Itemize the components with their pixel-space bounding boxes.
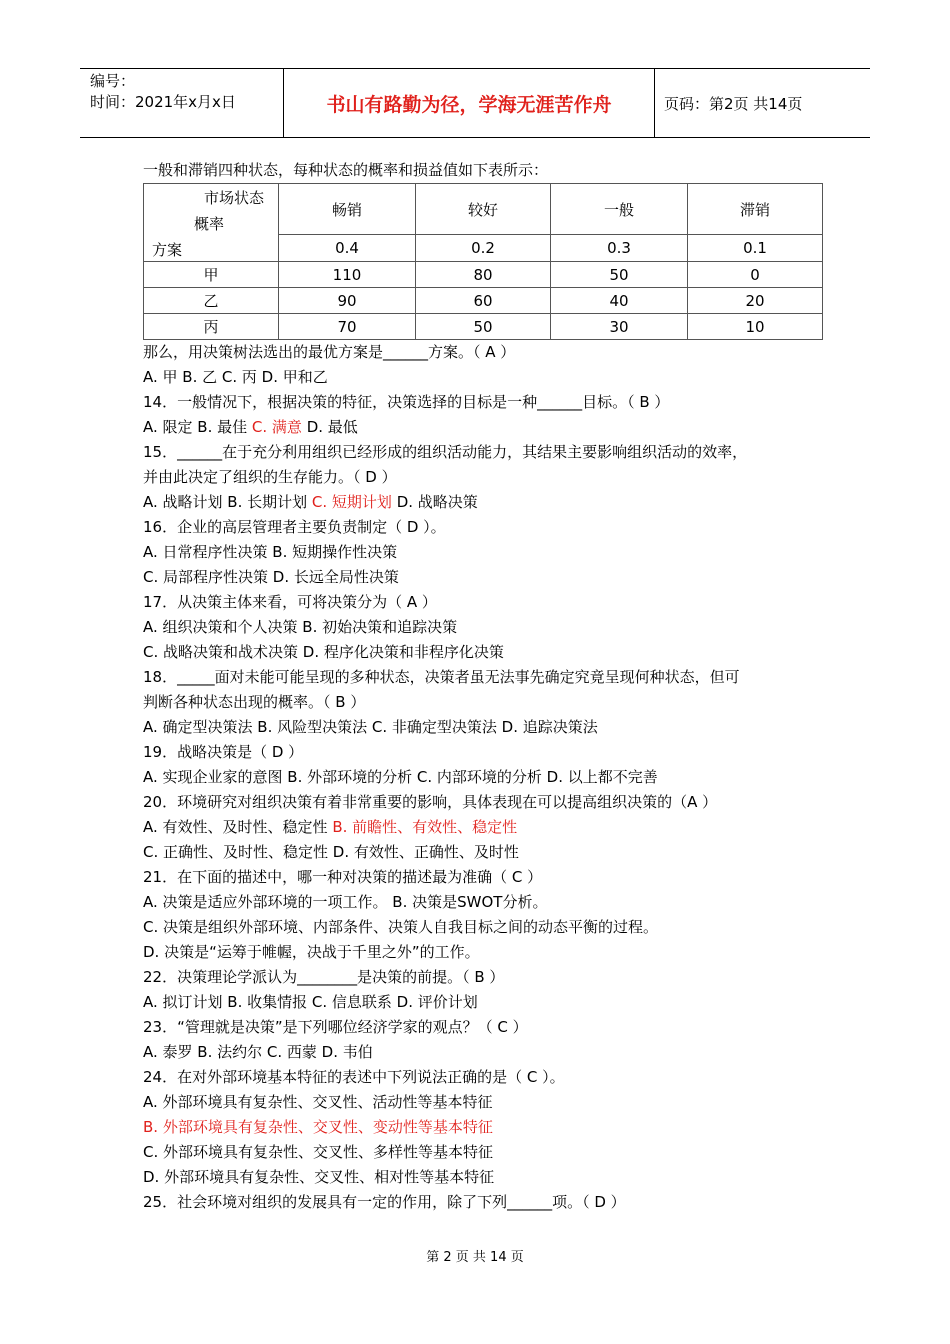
text-line: A. 战略计划 B. 长期计划 C. 短期计划 D. 战略决策 xyxy=(143,493,478,511)
text-line: D. 外部环境具有复杂性、交叉性、相对性等基本特征 xyxy=(143,1168,495,1186)
column-header: 一般 xyxy=(551,184,688,235)
highlighted-option: C. 短期计划 xyxy=(311,493,392,511)
corner-label-state: 市场状态 xyxy=(204,188,265,207)
number-label: 编号： xyxy=(90,72,136,90)
text-line: 14．一般情况下，根据决策的特征，决策选择的目标是一种______目标。（ B ） xyxy=(143,393,670,411)
page-header xyxy=(80,68,870,138)
text-line: A. 组织决策和个人决策 B. 初始决策和追踪决策 xyxy=(143,618,458,636)
time-label: 时间：2021年x月x日 xyxy=(90,93,236,111)
text-line: 16．企业的高层管理者主要负责制定（ D ）。 xyxy=(143,518,446,536)
column-header: 畅销 xyxy=(279,184,416,235)
table-corner-cell xyxy=(144,184,279,262)
text-line: A. 实现企业家的意图 B. 外部环境的分析 C. 内部环境的分析 D. 以上都不完善 xyxy=(143,768,658,786)
corner-label-probability: 概率 xyxy=(194,214,225,233)
text-line: A. 外部环境具有复杂性、交叉性、活动性等基本特征 xyxy=(143,1093,493,1111)
header-meta xyxy=(90,71,236,113)
text-line: 18．_____面对未能可能呈现的多种状态，决策者虽无法事先确定究竟呈现何种状态，但可 xyxy=(143,668,740,686)
value-cell: 40 xyxy=(551,288,688,314)
probability-cell: 0.3 xyxy=(551,235,688,262)
text-line: C. 正确性、及时性、稳定性 D. 有效性、正确性、及时性 xyxy=(143,843,519,861)
header-divider xyxy=(654,69,655,137)
text-line: C. 决策是组织外部环境、内部条件、决策人自我目标之间的动态平衡的过程。 xyxy=(143,918,659,936)
page-info: 页码：第2页 共14页 xyxy=(664,95,803,113)
text-line: 判断各种状态出现的概率。（ B ） xyxy=(143,693,366,711)
text-line: 25．社会环境对组织的发展具有一定的作用，除了下列______项。（ D ） xyxy=(143,1193,626,1211)
question-list xyxy=(143,340,843,1215)
probability-cell: 0.2 xyxy=(416,235,551,262)
text-line: A. 甲 B. 乙 C. 丙 D. 甲和乙 xyxy=(143,368,328,386)
text-line: A. 日常程序性决策 B. 短期操作性决策 xyxy=(143,543,398,561)
text-line: 那么，用决策树法选出的最优方案是______方案。（ A ） xyxy=(143,343,516,361)
plan-cell: 丙 xyxy=(144,314,279,340)
text-line: C. 局部程序性决策 D. 长远全局性决策 xyxy=(143,568,399,586)
plan-cell: 甲 xyxy=(144,262,279,288)
value-cell: 30 xyxy=(551,314,688,340)
text-line: C. 战略决策和战术决策 D. 程序化决策和非程序化决策 xyxy=(143,643,504,661)
text-line: A. 有效性、及时性、稳定性 B. 前瞻性、有效性、稳定性 xyxy=(143,818,518,836)
value-cell: 80 xyxy=(416,262,551,288)
header-motto: 书山有路勤为径，学海无涯苦作舟 xyxy=(326,93,612,116)
text-line: 21．在下面的描述中，哪一种对决策的描述最为准确（ C ） xyxy=(143,868,543,886)
probability-cell: 0.1 xyxy=(688,235,823,262)
text-line: D. 决策是“运筹于帷幄，决战于千里之外”的工作。 xyxy=(143,943,480,961)
value-cell: 20 xyxy=(688,288,823,314)
text-line: C. 外部环境具有复杂性、交叉性、多样性等基本特征 xyxy=(143,1143,494,1161)
text-line: A. 拟订计划 B. 收集情报 C. 信息联系 D. 评价计划 xyxy=(143,993,478,1011)
table-row xyxy=(144,288,823,314)
text-line: A. 决策是适应外部环境的一项工作。 B. 决策是SWOT分析。 xyxy=(143,893,548,911)
corner-label-plan: 方案 xyxy=(152,240,183,259)
text-line: 17．从决策主体来看，可将决策分为（ A ） xyxy=(143,593,437,611)
table-row xyxy=(144,262,823,288)
text-line: A. 泰罗 B. 法约尔 C. 西蒙 D. 韦伯 xyxy=(143,1043,373,1061)
text-line: 22．决策理论学派认为________是决策的前提。（ B ） xyxy=(143,968,505,986)
highlighted-option: C. 满意 xyxy=(251,418,302,436)
value-cell: 10 xyxy=(688,314,823,340)
highlighted-option: B. 前瞻性、有效性、稳定性 xyxy=(332,818,518,836)
text-line: 15．______在于充分利用组织已经形成的组织活动能力，其结果主要影响组织活动的效率， xyxy=(143,443,748,461)
payoff-table xyxy=(143,183,823,340)
value-cell: 50 xyxy=(551,262,688,288)
text-line: 23．“管理就是决策”是下列哪位经济学家的观点？（ C ） xyxy=(143,1018,528,1036)
text-line: 19．战略决策是（ D ） xyxy=(143,743,304,761)
text-line: 20．环境研究对组织决策有着非常重要的影响，具体表现在可以提高组织决策的（A ） xyxy=(143,793,718,811)
column-header: 较好 xyxy=(416,184,551,235)
page-footer: 第 2 页 共 14 页 xyxy=(426,1250,524,1265)
value-cell: 110 xyxy=(279,262,416,288)
value-cell: 90 xyxy=(279,288,416,314)
text-line: A. 确定型决策法 B. 风险型决策法 C. 非确定型决策法 D. 追踪决策法 xyxy=(143,718,598,736)
table-row xyxy=(144,314,823,340)
text-line: 24．在对外部环境基本特征的表述中下列说法正确的是（ C ）。 xyxy=(143,1068,565,1086)
value-cell: 60 xyxy=(416,288,551,314)
value-cell: 50 xyxy=(416,314,551,340)
column-header: 滞销 xyxy=(688,184,823,235)
value-cell: 70 xyxy=(279,314,416,340)
value-cell: 0 xyxy=(688,262,823,288)
intro-text: 一般和滞销四种状态，每种状态的概率和损益值如下表所示： xyxy=(143,161,549,179)
probability-cell: 0.4 xyxy=(279,235,416,262)
highlighted-option: B. 外部环境具有复杂性、交叉性、变动性等基本特征 xyxy=(143,1118,493,1136)
text-line xyxy=(143,1115,843,1140)
text-line: A. 限定 B. 最佳 C. 满意 D. 最低 xyxy=(143,418,358,436)
text-line: 并由此决定了组织的生存能力。（ D ） xyxy=(143,468,397,486)
plan-cell: 乙 xyxy=(144,288,279,314)
